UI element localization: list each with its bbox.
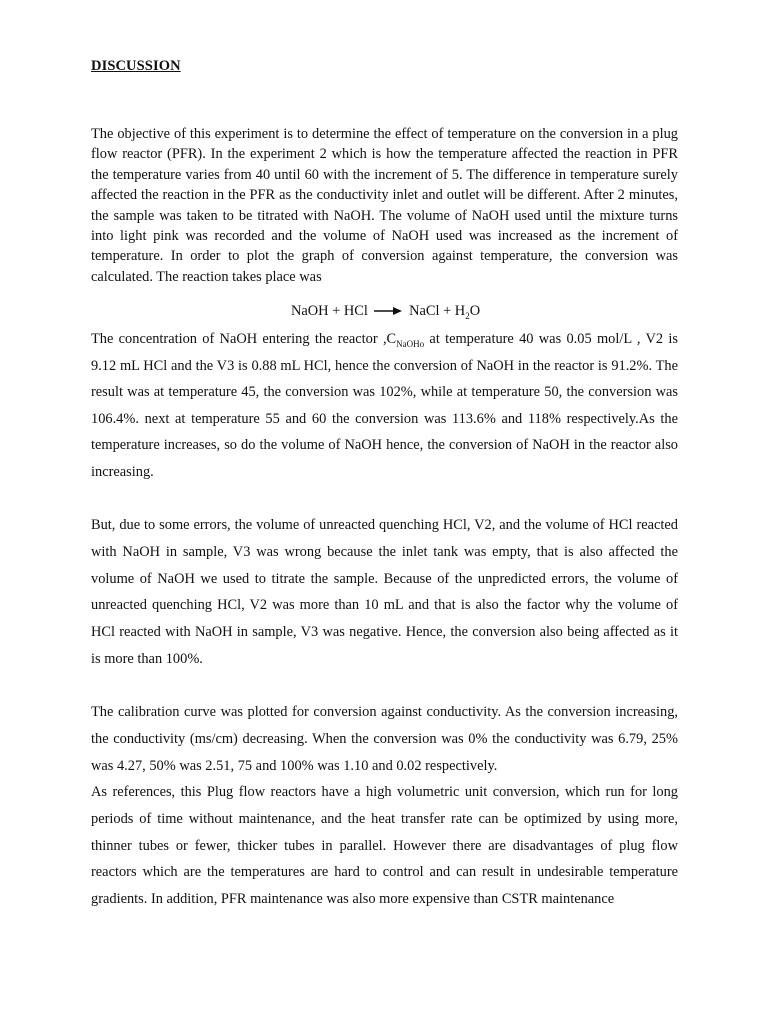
paragraph-calibration: The calibration curve was plotted for conversion against conductivity. As the conversion increasing, the conductivity (ms/cm) decreasing. When the conversion was 0% the conductivity was 6.79, 25% was 4.27, 50% was 2.51, 75 and 100% was 1.10 and 0.02 respectively.: [91, 704, 678, 774]
equation-reactants: NaOH + HCl: [291, 303, 368, 319]
equation-product-pre: NaCl + H: [409, 303, 466, 319]
equation-product-subscript: 2: [465, 310, 470, 321]
reaction-equation: [291, 302, 480, 321]
paragraph-references: As references, this Plug flow reactors have a high volumetric unit conversion, which run for long periods of time without maintenance, and the heat transfer rate can be optimized by using more, thinner tubes or fewer, thicker tubes in parallel. However there are disadvantages of plug flow reactors which are the temperatures are hard to control and can result in undesirable temperature gradients. In addition, PFR maintenance was also more expensive than CSTR maintenance: [91, 784, 678, 908]
reaction-arrow-icon: [374, 303, 402, 321]
paragraph-concentration: [91, 326, 678, 485]
paragraph-errors: But, due to some errors, the volume of unreacted quenching HCl, V2, and the volume of HCl reacted with NaOH in sample, V3 was wrong because the inlet tank was empty, that is also affected the volume of NaOH we used to titrate the sample. Because of the unpredicted errors, the volume of unreacted quenching HCl, V2 was more than 10 mL and that is also the factor why the volume of HCl reacted with NaOH in sample, V3 was negative. Hence, the conversion also being affected as it is more than 100%.: [91, 517, 678, 667]
paragraph-objective: The objective of this experiment is to determine the effect of temperature on the conversion in a plug flow reactor (PFR). In the experiment 2 which is how the temperature affected the reaction in PFR the temperature varies from 40 until 60 with the increment of 5. The difference in temperature surely affected the reaction in the PFR as the conductivity inlet and outlet will be different. After 2 minutes, the sample was taken to be titrated with NaOH. The volume of NaOH used until the mixture turns into light pink was recorded and the volume of NaOH used was increased as the increment of temperature. In order to plot the graph of conversion against temperature, the conversion was calculated. The reaction takes place was: [91, 126, 678, 285]
concentration-subscript: NaOHo: [396, 338, 425, 349]
equation-product-post: O: [469, 303, 481, 319]
section-heading: DISCUSSION: [91, 58, 181, 74]
paragraph-concentration-lead: The concentration of NaOH entering the reactor ,C: [91, 331, 397, 347]
equation-product: [409, 303, 480, 319]
paragraph-concentration-rest: at temperature 40 was 0.05 mol/L , V2 is 9.12 mL HCl and the V3 is 0.88 mL HCl, hence the conversion of NaOH in the reactor is 91.2%. The result was at temperature 45, the conversion was 102%, while at temperature 50, the conversion was 106.4%. next at temperature 55 and 60 the conversion was 113.6% and 118% respectively.As the temperature increases, so do the volume of NaOH hence, the conversion of NaOH in the reactor also increasing.: [91, 331, 678, 480]
